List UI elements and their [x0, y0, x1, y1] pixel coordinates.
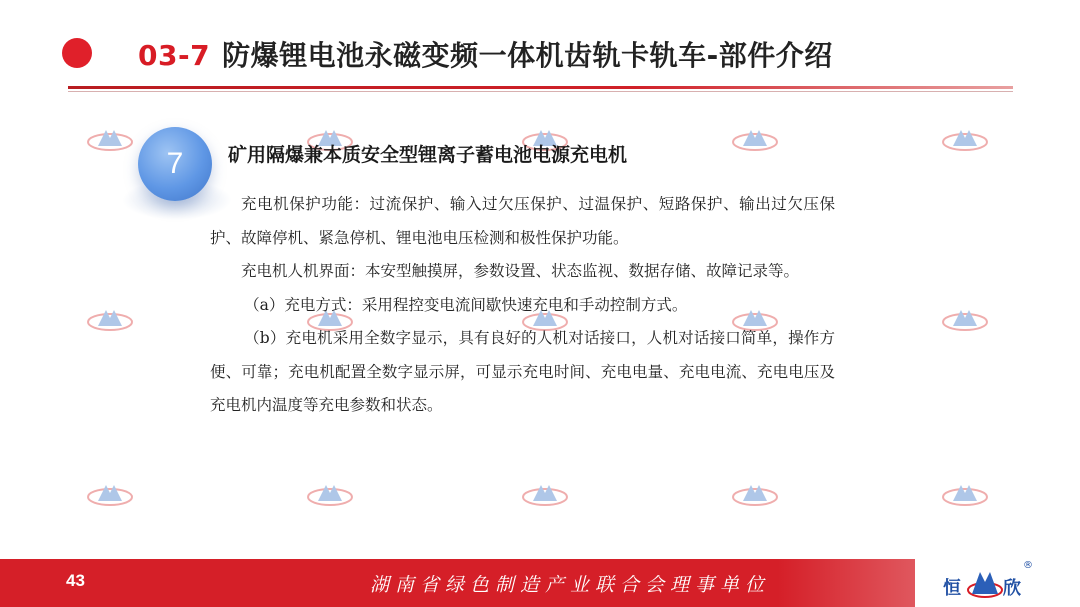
watermark-logo-icon: [80, 120, 140, 156]
section-number: 03-7: [138, 39, 211, 72]
registered-mark: ®: [1023, 560, 1033, 571]
watermark-logo-icon: [300, 475, 360, 511]
watermark-logo-icon: [725, 120, 785, 156]
watermark-logo-icon: [935, 300, 995, 336]
page-number: 43: [66, 571, 85, 590]
logo-mountain-icon: [967, 566, 1003, 600]
paragraph-charge-mode: （a）充电方式：采用程控变电流间歇快速充电和手动控制方式。: [244, 295, 688, 314]
page-title-text: 防爆锂电池永磁变频一体机齿轨卡轨车-部件介绍: [222, 39, 833, 72]
content-body: [210, 188, 835, 423]
page-title: [138, 34, 833, 78]
logo-char-right: 欣: [1003, 578, 1021, 599]
watermark-logo-icon: [80, 300, 140, 336]
section-badge-wrap: [138, 127, 212, 201]
brand-logo: [935, 560, 1045, 604]
paragraph-display: （b）充电机采用全数字显示，具有良好的人机对话接口，人机对话接口简单，操作方便、可靠；充电机配置全数字显示屏，可显示充电时间、充电电量、充电电流、充电电压及充电机内温度等充电参数和状态。: [210, 329, 835, 414]
watermark-logo-icon: [80, 475, 140, 511]
paragraph-protection: 充电机保护功能：过流保护、输入过欠压保护、过温保护、短路保护、输出过欠压保护、故障停机、紧急停机、锂电池电压检测和极性保护功能。: [210, 195, 835, 247]
watermark-logo-icon: [935, 475, 995, 511]
section-badge: 7: [138, 127, 212, 201]
watermark-logo-icon: [515, 475, 575, 511]
paragraph-interface: 充电机人机界面：本安型触摸屏，参数设置、状态监视、数据存储、故障记录等。: [241, 262, 800, 280]
title-divider-thin: [68, 91, 1013, 92]
title-bullet-dot: [62, 38, 92, 68]
section-subtitle: 矿用隔爆兼本质安全型锂离子蓄电池电源充电机: [228, 144, 628, 166]
logo-char-left: 恒: [943, 578, 961, 599]
footer-slogan: 湖南省绿色制造产业联合会理事单位: [370, 574, 771, 596]
watermark-logo-icon: [725, 475, 785, 511]
watermark-logo-icon: [935, 120, 995, 156]
title-divider: [68, 86, 1013, 89]
